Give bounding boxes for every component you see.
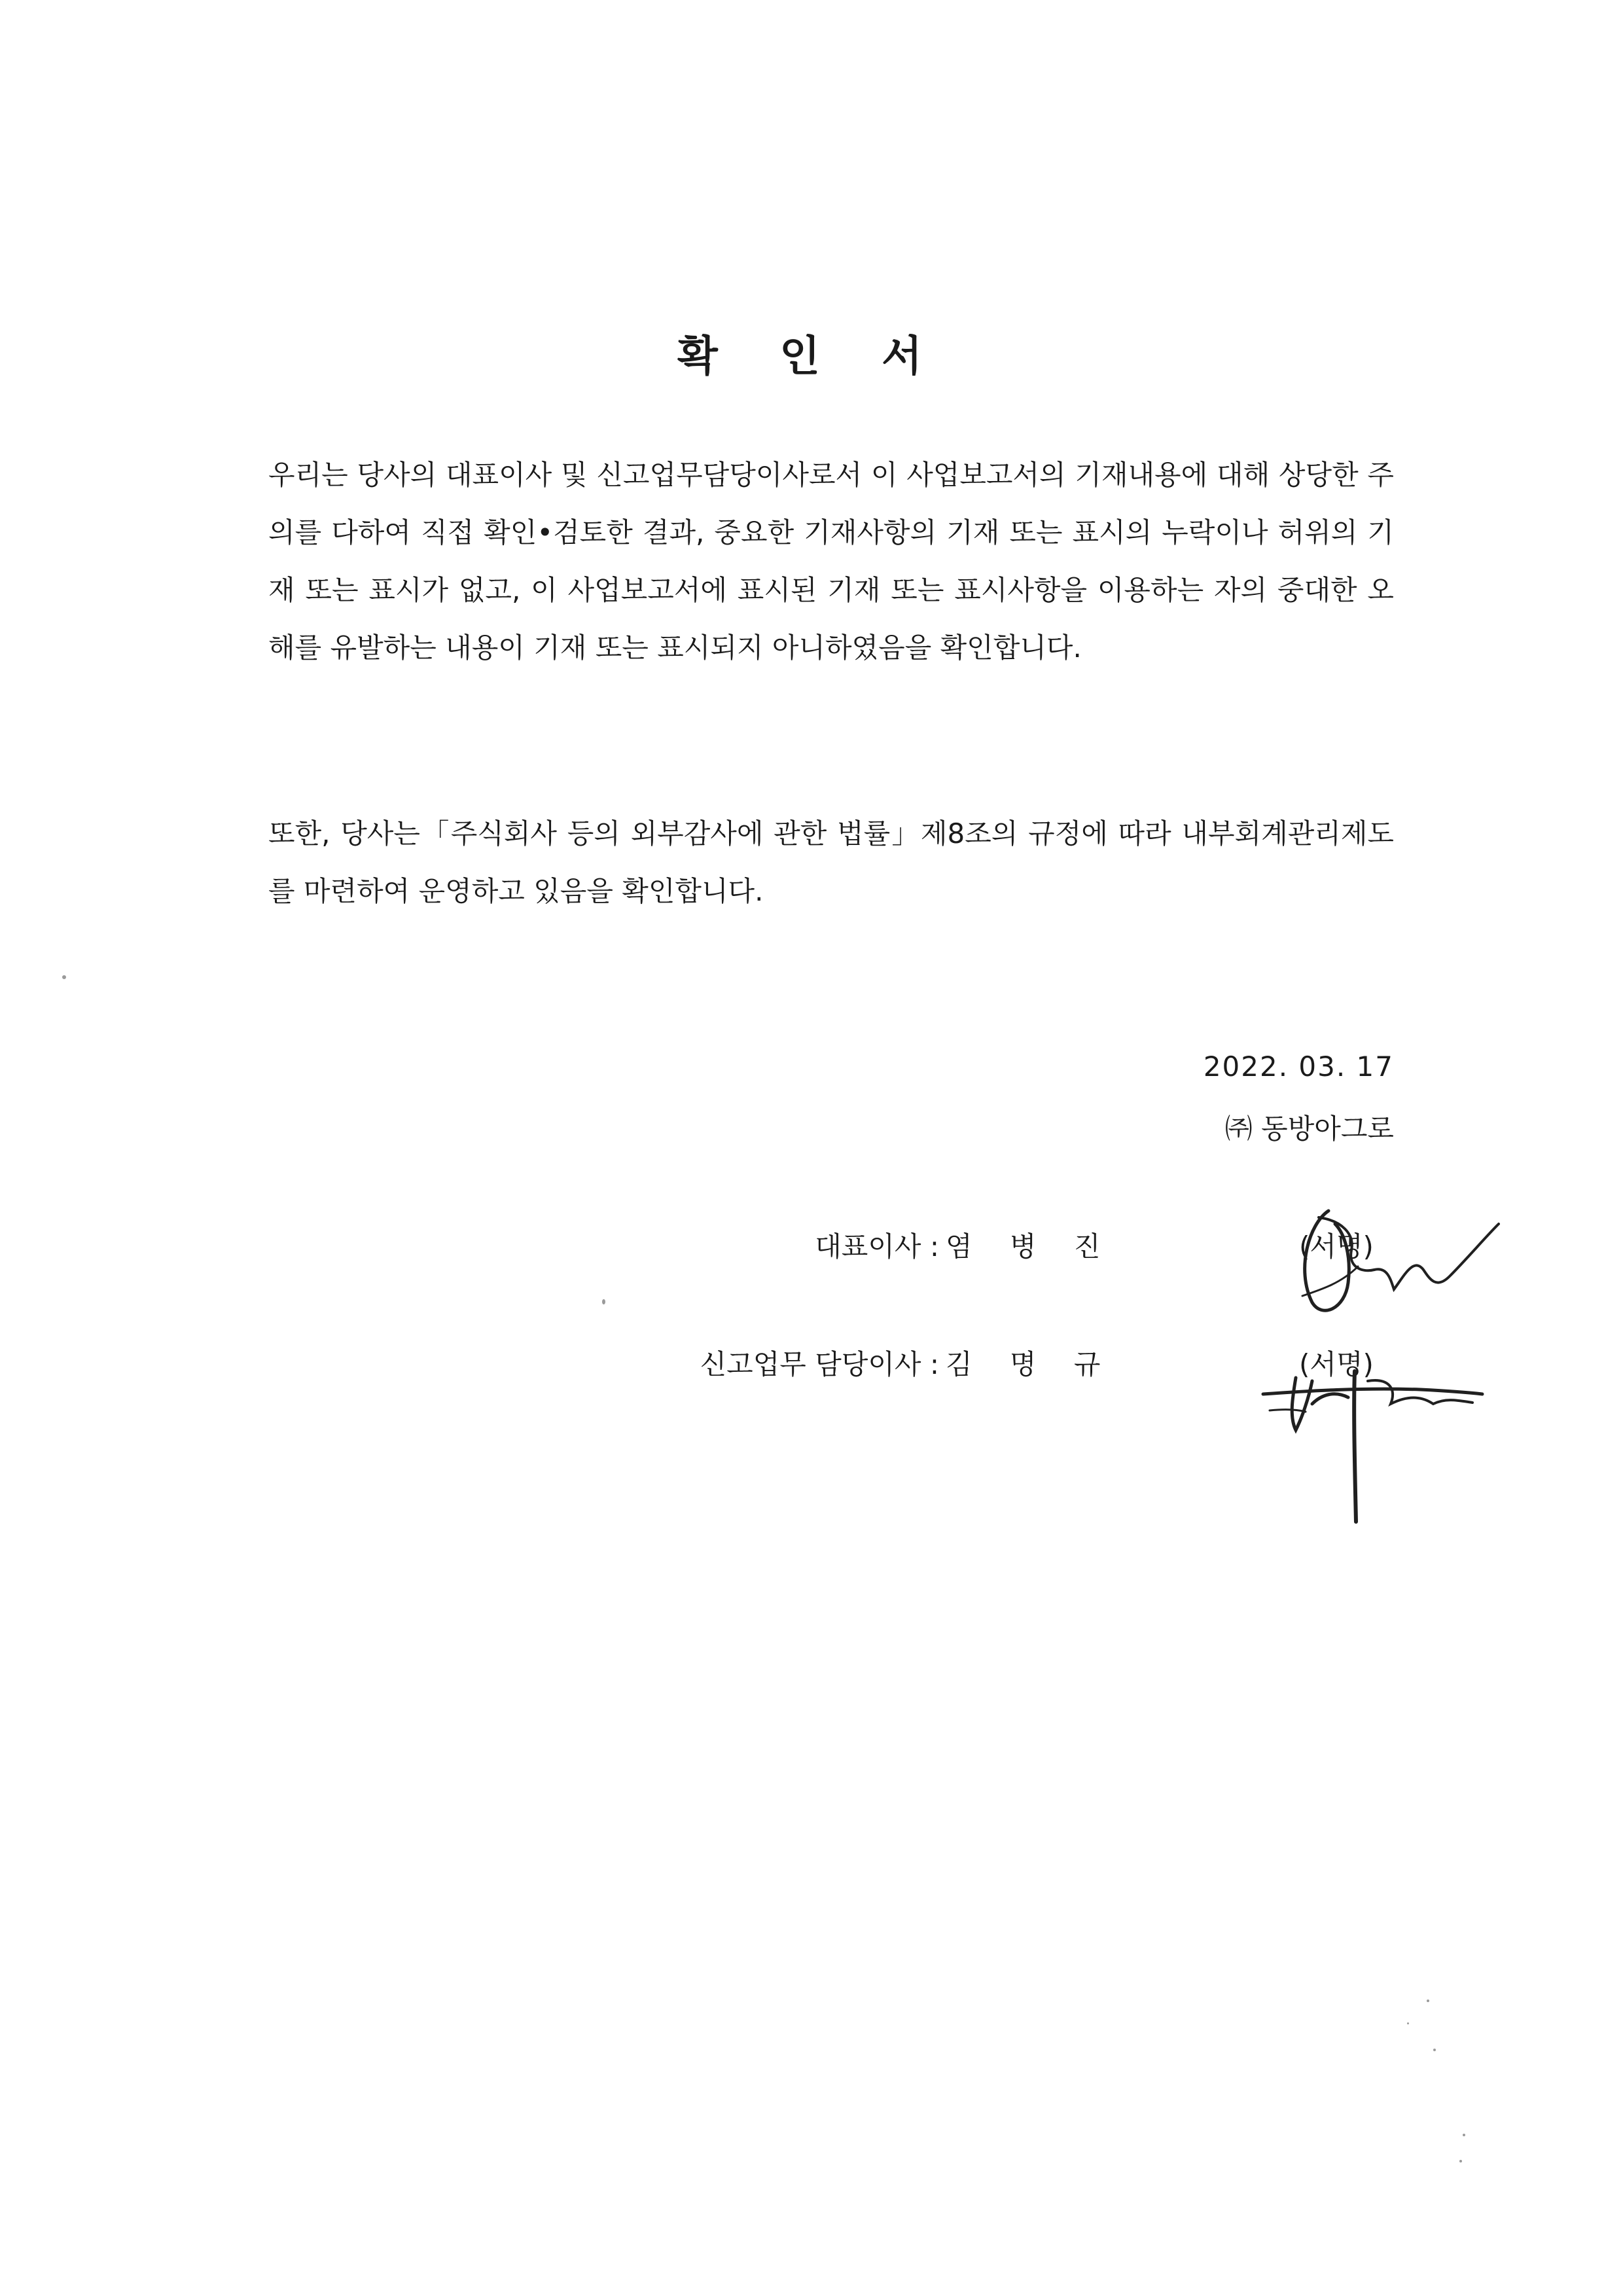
scan-speck: [62, 975, 66, 979]
signatory-role: 대표이사 :: [815, 1230, 939, 1263]
scan-speck: [1407, 2022, 1409, 2024]
signature-mark-label: (서명): [1299, 1348, 1374, 1380]
internal-control-paragraph: 또한, 당사는「주식회사 등의 외부감사에 관한 법률」제8조의 규정에 따라 내부회계관리제도를 마련하여 운영하고 있음을 확인합니다.: [268, 817, 1394, 907]
signature-mark-label: (서명): [1299, 1230, 1374, 1263]
scan-speck: [1433, 2049, 1436, 2051]
document-title: 확 인 서: [677, 332, 946, 381]
scan-speck: [1463, 2134, 1465, 2136]
scan-speck: [602, 1299, 605, 1304]
signatory-name: 김 명 규: [946, 1348, 1115, 1380]
document-date: 2022. 03. 17: [1203, 1050, 1394, 1083]
scan-speck: [1459, 2160, 1462, 2162]
scan-speck: [1427, 2000, 1429, 2002]
officer-handwritten-signature: [1257, 1332, 1492, 1528]
ceo-handwritten-signature: [1283, 1198, 1505, 1329]
signatory-role: 신고업무 담당이사 :: [700, 1348, 939, 1380]
company-name: ㈜ 동방아그로: [1224, 1113, 1394, 1145]
confirmation-paragraph: 우리는 당사의 대표이사 및 신고업무담당이사로서 이 사업보고서의 기재내용에 대해 상당한 주의를 다하여 직접 확인•검토한 결과, 중요한 기재사항의 기재 또는 표시의 누락이나 허위의 기재 또는 표시가 없고, 이 사업보고서에 표시된 기재 또는 표시사항을 이용하는 자의 중대한 오해를 유발하는 내용이 기재 또는 표시되지 아니하였음을 확인합니다.: [268, 459, 1394, 664]
signatory-name: 염 병 진: [946, 1230, 1115, 1263]
